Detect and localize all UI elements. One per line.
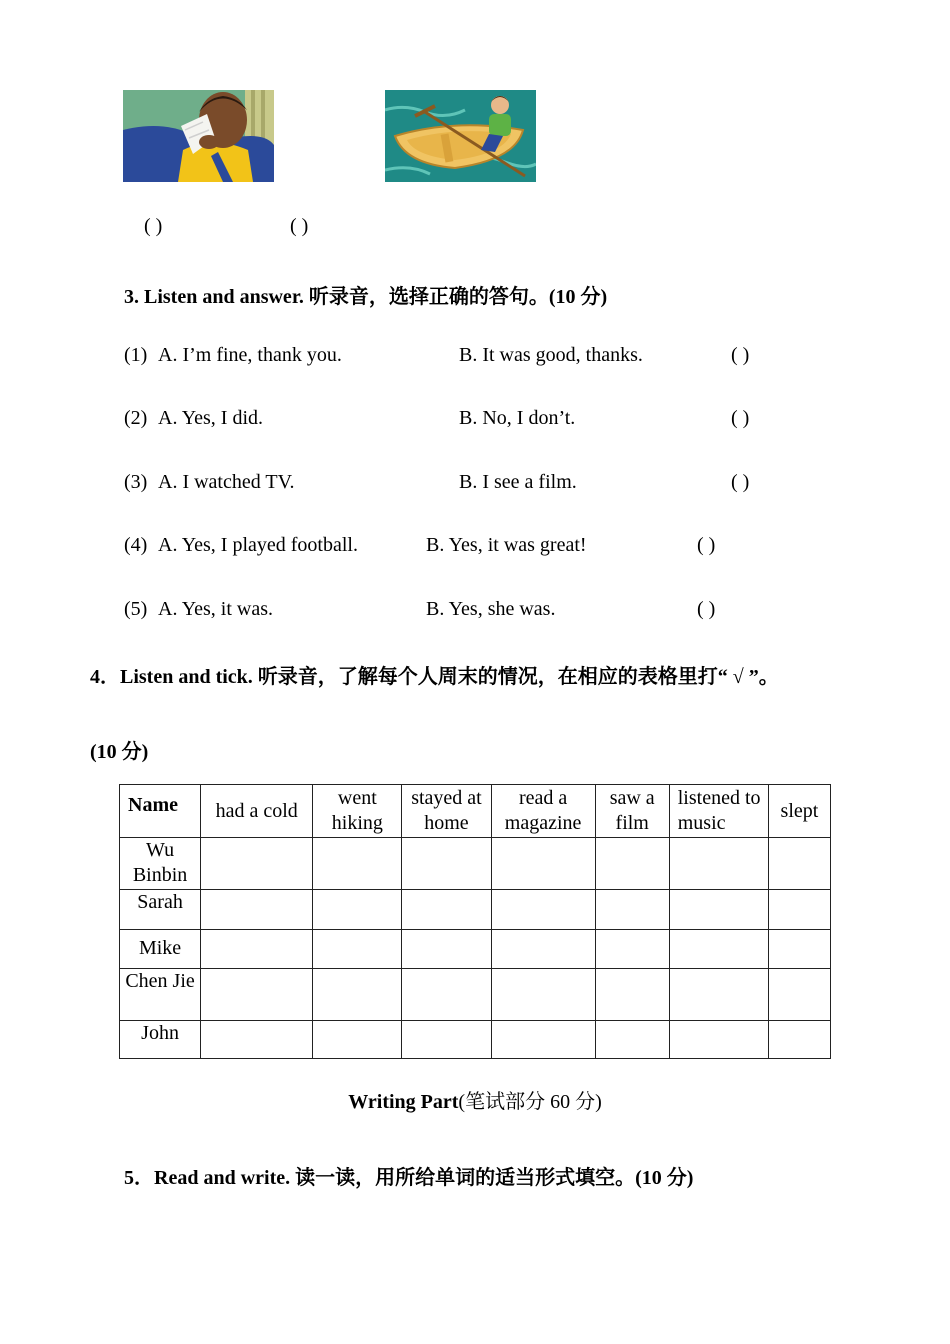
table-row: [120, 890, 831, 929]
sneezing-boy-picture: [123, 90, 274, 182]
table-header-row: [120, 785, 831, 838]
tick-cell[interactable]: [402, 890, 491, 929]
table-row: [120, 838, 831, 890]
question-4-heading: [90, 660, 779, 689]
writing-part-subtitle: (笔试部分 60 分): [458, 1091, 602, 1113]
q3-item-3-bracket: ( ): [731, 471, 750, 493]
tick-cell[interactable]: [402, 968, 491, 1020]
row-name-chen-jie: Chen Jie: [120, 968, 201, 1020]
question-5-title: 5．Read and write.: [124, 1167, 291, 1189]
tick-cell[interactable]: [402, 1020, 491, 1058]
tick-cell[interactable]: [313, 968, 402, 1020]
question-3-heading: [124, 280, 607, 309]
tick-cell[interactable]: [402, 929, 491, 968]
weekend-activities-table: [119, 784, 831, 1059]
q3-item-1-option-b: B. It was good, thanks.: [459, 344, 643, 366]
q3-item-5-option-b: B. Yes, she was.: [426, 598, 556, 620]
tick-cell[interactable]: [669, 1020, 768, 1058]
q3-item-1-number: (1): [124, 344, 148, 366]
tick-cell[interactable]: [595, 1020, 669, 1058]
question-3-title: 3. Listen and answer.: [124, 286, 304, 308]
header-had-a-cold: had a cold: [201, 785, 313, 838]
header-went-hiking: went hiking: [313, 785, 402, 838]
tick-cell[interactable]: [313, 1020, 402, 1058]
tick-cell[interactable]: [595, 890, 669, 929]
header-listened-to-music: listened to music: [669, 785, 768, 838]
q3-item-4-bracket: ( ): [697, 534, 716, 556]
table-row: [120, 1020, 831, 1058]
tick-cell[interactable]: [491, 929, 595, 968]
tick-cell[interactable]: [669, 968, 768, 1020]
question-5-instruction: 读一读，用所给单词的适当形式填空。(10 分): [295, 1167, 694, 1189]
picture-2-answer-bracket: ( ): [290, 215, 309, 237]
tick-cell[interactable]: [201, 890, 313, 929]
row-name-wu-binbin: Wu Binbin: [120, 838, 201, 890]
sneezing-boy-with-tissue-image: [123, 90, 274, 182]
tick-cell[interactable]: [491, 890, 595, 929]
tick-cell[interactable]: [313, 838, 402, 890]
tick-cell[interactable]: [201, 838, 313, 890]
header-slept: slept: [768, 785, 830, 838]
tick-cell[interactable]: [669, 890, 768, 929]
tick-cell[interactable]: [491, 1020, 595, 1058]
header-read-a-magazine: read a magazine: [491, 785, 595, 838]
q3-item-4-number: (4): [124, 534, 148, 556]
q3-item-5-option-a: A. Yes, it was.: [158, 598, 274, 620]
tick-cell[interactable]: [201, 1020, 313, 1058]
q3-item-1-option-a: A. I’m fine, thank you.: [158, 344, 342, 366]
q3-item-4-option-a: A. Yes, I played football.: [158, 534, 358, 556]
q3-item-2-option-a: A. Yes, I did.: [158, 407, 264, 429]
row-name-john: John: [120, 1020, 201, 1058]
question-4-points: (10 分): [90, 741, 149, 763]
tick-cell[interactable]: [669, 929, 768, 968]
writing-part-heading: [0, 1085, 950, 1114]
tick-cell[interactable]: [768, 838, 830, 890]
tick-cell[interactable]: [768, 929, 830, 968]
tick-cell[interactable]: [201, 968, 313, 1020]
table-row: [120, 968, 831, 1020]
q3-item-1-bracket: ( ): [731, 344, 750, 366]
tick-cell[interactable]: [595, 838, 669, 890]
tick-cell[interactable]: [768, 890, 830, 929]
q3-item-2-bracket: ( ): [731, 407, 750, 429]
row-name-sarah: Sarah: [120, 890, 201, 929]
rowing-boy-picture: [385, 90, 536, 182]
q3-item-5-number: (5): [124, 598, 148, 620]
tick-cell[interactable]: [402, 838, 491, 890]
tick-cell[interactable]: [669, 838, 768, 890]
header-stayed-at-home: stayed at home: [402, 785, 491, 838]
header-name: Name: [120, 785, 201, 838]
q3-item-3-option-b: B. I see a film.: [459, 471, 577, 493]
writing-part-title: Writing Part: [348, 1091, 459, 1113]
tick-cell[interactable]: [313, 929, 402, 968]
boy-rowing-boat-image: [385, 90, 536, 182]
picture-1-answer-bracket: ( ): [144, 215, 163, 237]
tick-cell[interactable]: [768, 1020, 830, 1058]
q3-item-4-option-b: B. Yes, it was great!: [426, 534, 587, 556]
q3-item-3-number: (3): [124, 471, 148, 493]
header-saw-a-film: saw a film: [595, 785, 669, 838]
row-name-mike: Mike: [120, 929, 201, 968]
q3-item-5-bracket: ( ): [697, 598, 716, 620]
q3-item-2-option-b: B. No, I don’t.: [459, 407, 576, 429]
question-4-title: 4．Listen and tick.: [90, 666, 253, 688]
tick-cell[interactable]: [595, 968, 669, 1020]
tick-cell[interactable]: [768, 968, 830, 1020]
tick-cell[interactable]: [595, 929, 669, 968]
tick-cell[interactable]: [491, 968, 595, 1020]
question-5-heading: [124, 1161, 693, 1190]
table-row: [120, 929, 831, 968]
q3-item-3-option-a: A. I watched TV.: [158, 471, 295, 493]
question-3-instruction: 听录音，选择正确的答句。(10 分): [308, 286, 608, 308]
question-4-instruction: 听录音，了解每个人周末的情况，在相应的表格里打“ √ ”。: [257, 666, 779, 688]
q3-item-2-number: (2): [124, 407, 148, 429]
tick-cell[interactable]: [201, 929, 313, 968]
tick-cell[interactable]: [491, 838, 595, 890]
tick-cell[interactable]: [313, 890, 402, 929]
